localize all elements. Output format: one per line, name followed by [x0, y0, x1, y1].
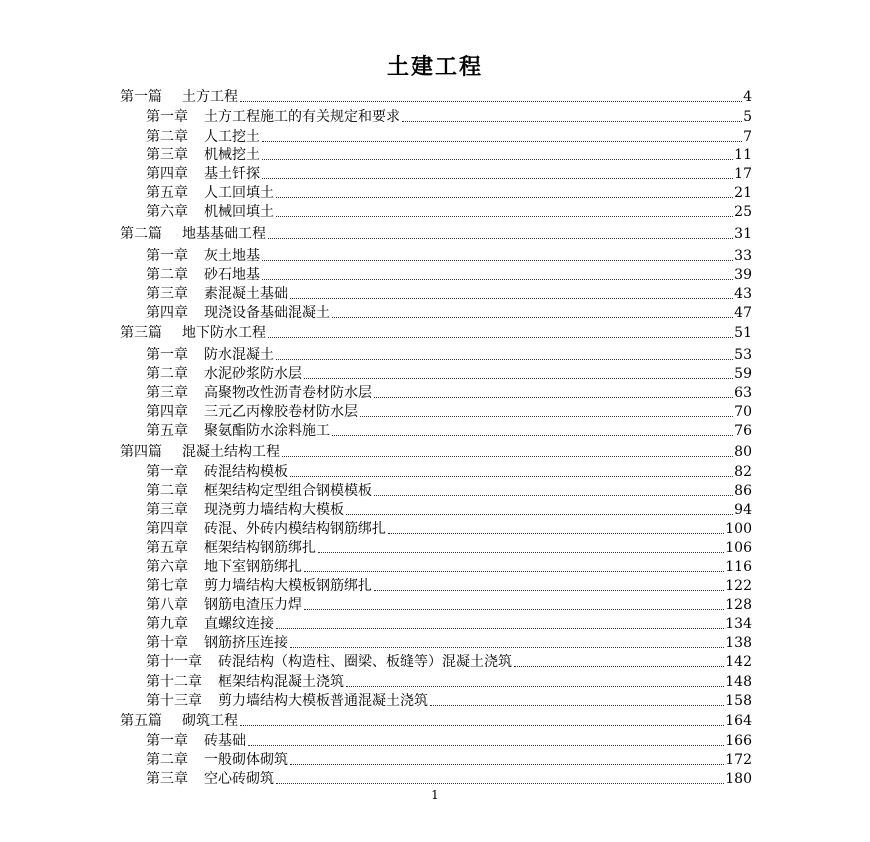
entry-title: 砌筑工程 [182, 713, 238, 729]
dot-leader [290, 476, 733, 477]
dot-leader [262, 260, 733, 261]
entry-title: 框架结构定型组合钢模模板 [204, 483, 372, 499]
entry-page-number: 76 [734, 423, 752, 439]
entry-number: 第四章 [146, 305, 188, 321]
entry-number: 第二章 [146, 129, 188, 145]
entry-page-number: 33 [734, 248, 752, 264]
entry-title: 现浇设备基础混凝土 [204, 305, 330, 321]
entry-page-number: 5 [743, 109, 752, 125]
toc-chapter-entry[interactable] [146, 182, 752, 202]
entry-number: 第一篇 [120, 89, 162, 105]
entry-title: 砖基础 [204, 733, 246, 749]
entry-number: 第五章 [146, 185, 188, 201]
dot-leader [282, 456, 733, 457]
entry-page-number: 116 [725, 559, 752, 575]
toc-chapter-entry[interactable] [146, 594, 752, 614]
entry-number: 第三篇 [120, 325, 162, 341]
entry-page-number: 4 [743, 89, 752, 105]
toc-chapter-entry[interactable] [146, 283, 752, 303]
dot-leader [262, 141, 742, 142]
entry-title: 机械挖土 [204, 147, 260, 163]
document-title: 土建工程 [386, 55, 483, 80]
entry-number: 第三章 [146, 502, 188, 518]
toc-chapter-entry[interactable] [146, 613, 752, 633]
toc-chapter-entry[interactable] [146, 264, 752, 284]
dot-leader [268, 238, 733, 239]
dot-leader [268, 337, 733, 338]
toc-chapter-entry[interactable] [146, 382, 752, 402]
entry-number: 第一章 [146, 733, 188, 749]
entry-page-number: 122 [725, 578, 752, 594]
entry-number: 第二章 [146, 483, 188, 499]
entry-page-number: 94 [734, 502, 752, 518]
entry-number: 第二章 [146, 267, 188, 283]
entry-page-number: 164 [725, 713, 752, 729]
entry-page-number: 53 [734, 347, 752, 363]
entry-number: 第九章 [146, 616, 188, 632]
dot-leader [346, 686, 724, 687]
toc-part-entry[interactable] [120, 441, 752, 461]
entry-page-number: 148 [725, 674, 752, 690]
toc-chapter-entry[interactable] [146, 480, 752, 500]
dot-leader [248, 745, 724, 746]
dot-leader [262, 159, 733, 160]
entry-number: 第三章 [146, 147, 188, 163]
entry-number: 第八章 [146, 597, 188, 613]
entry-title: 素混凝土基础 [204, 286, 288, 302]
entry-title: 三元乙丙橡胶卷材防水层 [204, 404, 358, 420]
entry-title: 人工挖土 [204, 129, 260, 145]
entry-number: 第一章 [146, 248, 188, 264]
toc-part-entry[interactable] [120, 223, 752, 243]
entry-page-number: 51 [734, 325, 752, 341]
dot-leader [240, 725, 724, 726]
entry-number: 第四章 [146, 166, 188, 182]
toc-part-entry[interactable] [120, 322, 752, 342]
entry-title: 灰土地基 [204, 248, 260, 264]
entry-title: 砖混结构模板 [204, 464, 288, 480]
entry-page-number: 47 [734, 305, 752, 321]
entry-title: 地基基础工程 [182, 226, 266, 242]
toc-chapter-entry[interactable] [146, 245, 752, 265]
entry-title: 聚氨酯防水涂料施工 [204, 423, 330, 439]
page-number: 1 [431, 788, 439, 802]
entry-number: 第三章 [146, 385, 188, 401]
entry-title: 高聚物改性沥青卷材防水层 [204, 385, 372, 401]
entry-number: 第五章 [146, 423, 188, 439]
dot-leader [346, 514, 733, 515]
toc-chapter-entry[interactable] [146, 768, 752, 788]
toc-chapter-entry[interactable] [146, 690, 752, 710]
entry-page-number: 59 [734, 366, 752, 382]
entry-number: 第十三章 [146, 693, 202, 709]
toc-chapter-entry[interactable] [146, 651, 752, 671]
entry-page-number: 172 [725, 752, 752, 768]
entry-page-number: 82 [734, 464, 752, 480]
dot-leader [318, 552, 724, 553]
dot-leader [290, 647, 724, 648]
entry-number: 第三章 [146, 286, 188, 302]
entry-page-number: 80 [734, 444, 752, 460]
entry-number: 第十二章 [146, 674, 202, 690]
entry-title: 混凝土结构工程 [182, 444, 280, 460]
dot-leader [374, 397, 733, 398]
dot-leader [276, 783, 724, 784]
dot-leader [290, 764, 724, 765]
toc-chapter-entry[interactable] [146, 344, 752, 364]
entry-page-number: 21 [734, 185, 752, 201]
entry-title: 钢筋挤压连接 [204, 635, 288, 651]
dot-leader [276, 197, 733, 198]
dot-leader [304, 378, 733, 379]
entry-page-number: 166 [725, 733, 752, 749]
dot-leader [360, 416, 733, 417]
entry-page-number: 39 [734, 267, 752, 283]
toc-chapter-entry[interactable] [146, 420, 752, 440]
entry-page-number: 158 [725, 693, 752, 709]
dot-leader [332, 317, 733, 318]
dot-leader [276, 628, 724, 629]
toc-chapter-entry[interactable] [146, 144, 752, 164]
entry-title: 防水混凝土 [204, 347, 274, 363]
dot-leader [402, 121, 742, 122]
entry-number: 第二篇 [120, 226, 162, 242]
entry-page-number: 43 [734, 286, 752, 302]
entry-title: 框架结构钢筋绑扎 [204, 540, 316, 556]
toc-chapter-entry[interactable] [146, 749, 752, 769]
entry-title: 钢筋电渣压力焊 [204, 597, 302, 613]
toc-chapter-entry[interactable] [146, 537, 752, 557]
entry-title: 人工回填土 [204, 185, 274, 201]
dot-leader [514, 666, 724, 667]
entry-number: 第六章 [146, 204, 188, 220]
entry-title: 剪力墙结构大模板钢筋绑扎 [204, 578, 372, 594]
entry-page-number: 63 [734, 385, 752, 401]
entry-number: 第七章 [146, 578, 188, 594]
entry-page-number: 142 [725, 654, 752, 670]
entry-page-number: 31 [734, 226, 752, 242]
entry-number: 第二章 [146, 366, 188, 382]
dot-leader [290, 298, 733, 299]
toc-part-entry[interactable] [120, 86, 752, 106]
entry-page-number: 7 [743, 129, 752, 145]
toc-chapter-entry[interactable] [146, 575, 752, 595]
dot-leader [304, 609, 724, 610]
toc-part-entry[interactable] [120, 710, 752, 730]
entry-page-number: 11 [734, 147, 752, 163]
entry-number: 第二章 [146, 752, 188, 768]
dot-leader [374, 495, 733, 496]
entry-page-number: 17 [734, 166, 752, 182]
toc-chapter-entry[interactable] [146, 106, 752, 126]
entry-title: 剪力墙结构大模板普通混凝土浇筑 [218, 693, 428, 709]
toc-chapter-entry[interactable] [146, 518, 752, 538]
entry-title: 砖混、外砖内模结构钢筋绑扎 [204, 521, 386, 537]
entry-number: 第六章 [146, 559, 188, 575]
entry-page-number: 128 [725, 597, 752, 613]
entry-title: 地下防水工程 [182, 325, 266, 341]
dot-leader [304, 571, 724, 572]
entry-page-number: 25 [734, 204, 752, 220]
entry-number: 第五章 [146, 540, 188, 556]
dot-leader [240, 101, 742, 102]
entry-title: 现浇剪力墙结构大模板 [204, 502, 344, 518]
entry-number: 第一章 [146, 347, 188, 363]
toc-chapter-entry[interactable] [146, 671, 752, 691]
entry-title: 直螺纹连接 [204, 616, 274, 632]
entry-title: 框架结构混凝土浇筑 [218, 674, 344, 690]
entry-title: 砂石地基 [204, 267, 260, 283]
entry-page-number: 106 [725, 540, 752, 556]
entry-page-number: 100 [725, 521, 752, 537]
entry-title: 机械回填土 [204, 204, 274, 220]
entry-page-number: 180 [725, 771, 752, 787]
toc-chapter-entry[interactable] [146, 730, 752, 750]
entry-page-number: 86 [734, 483, 752, 499]
dot-leader [262, 279, 733, 280]
dot-leader [332, 435, 733, 436]
toc-chapter-entry[interactable] [146, 363, 752, 383]
entry-title: 地下室钢筋绑扎 [204, 559, 302, 575]
entry-number: 第一章 [146, 109, 188, 125]
entry-number: 第十一章 [146, 654, 202, 670]
toc-chapter-entry[interactable] [146, 126, 752, 146]
entry-page-number: 138 [725, 635, 752, 651]
dot-leader [430, 705, 724, 706]
toc-chapter-entry[interactable] [146, 499, 752, 519]
toc-chapter-entry[interactable] [146, 302, 752, 322]
entry-title: 土方工程施工的有关规定和要求 [204, 109, 400, 125]
dot-leader [276, 359, 733, 360]
entry-number: 第四篇 [120, 444, 162, 460]
dot-leader [374, 590, 724, 591]
entry-number: 第十章 [146, 635, 188, 651]
entry-title: 砖混结构（构造柱、圈梁、板缝等）混凝土浇筑 [218, 654, 512, 670]
entry-number: 第四章 [146, 404, 188, 420]
dot-leader [276, 216, 733, 217]
entry-title: 土方工程 [182, 89, 238, 105]
toc-chapter-entry[interactable] [146, 201, 752, 221]
entry-page-number: 70 [734, 404, 752, 420]
dot-leader [388, 533, 724, 534]
toc-chapter-entry[interactable] [146, 163, 752, 183]
toc-chapter-entry[interactable] [146, 556, 752, 576]
entry-title: 空心砖砌筑 [204, 771, 274, 787]
entry-title: 水泥砂浆防水层 [204, 366, 302, 382]
entry-number: 第四章 [146, 521, 188, 537]
entry-number: 第五篇 [120, 713, 162, 729]
entry-number: 第一章 [146, 464, 188, 480]
entry-title: 基土钎探 [204, 166, 260, 182]
dot-leader [262, 178, 733, 179]
entry-title: 一般砌体砌筑 [204, 752, 288, 768]
entry-page-number: 134 [725, 616, 752, 632]
entry-number: 第三章 [146, 771, 188, 787]
toc-chapter-entry[interactable] [146, 401, 752, 421]
toc-chapter-entry[interactable] [146, 461, 752, 481]
toc-chapter-entry[interactable] [146, 632, 752, 652]
